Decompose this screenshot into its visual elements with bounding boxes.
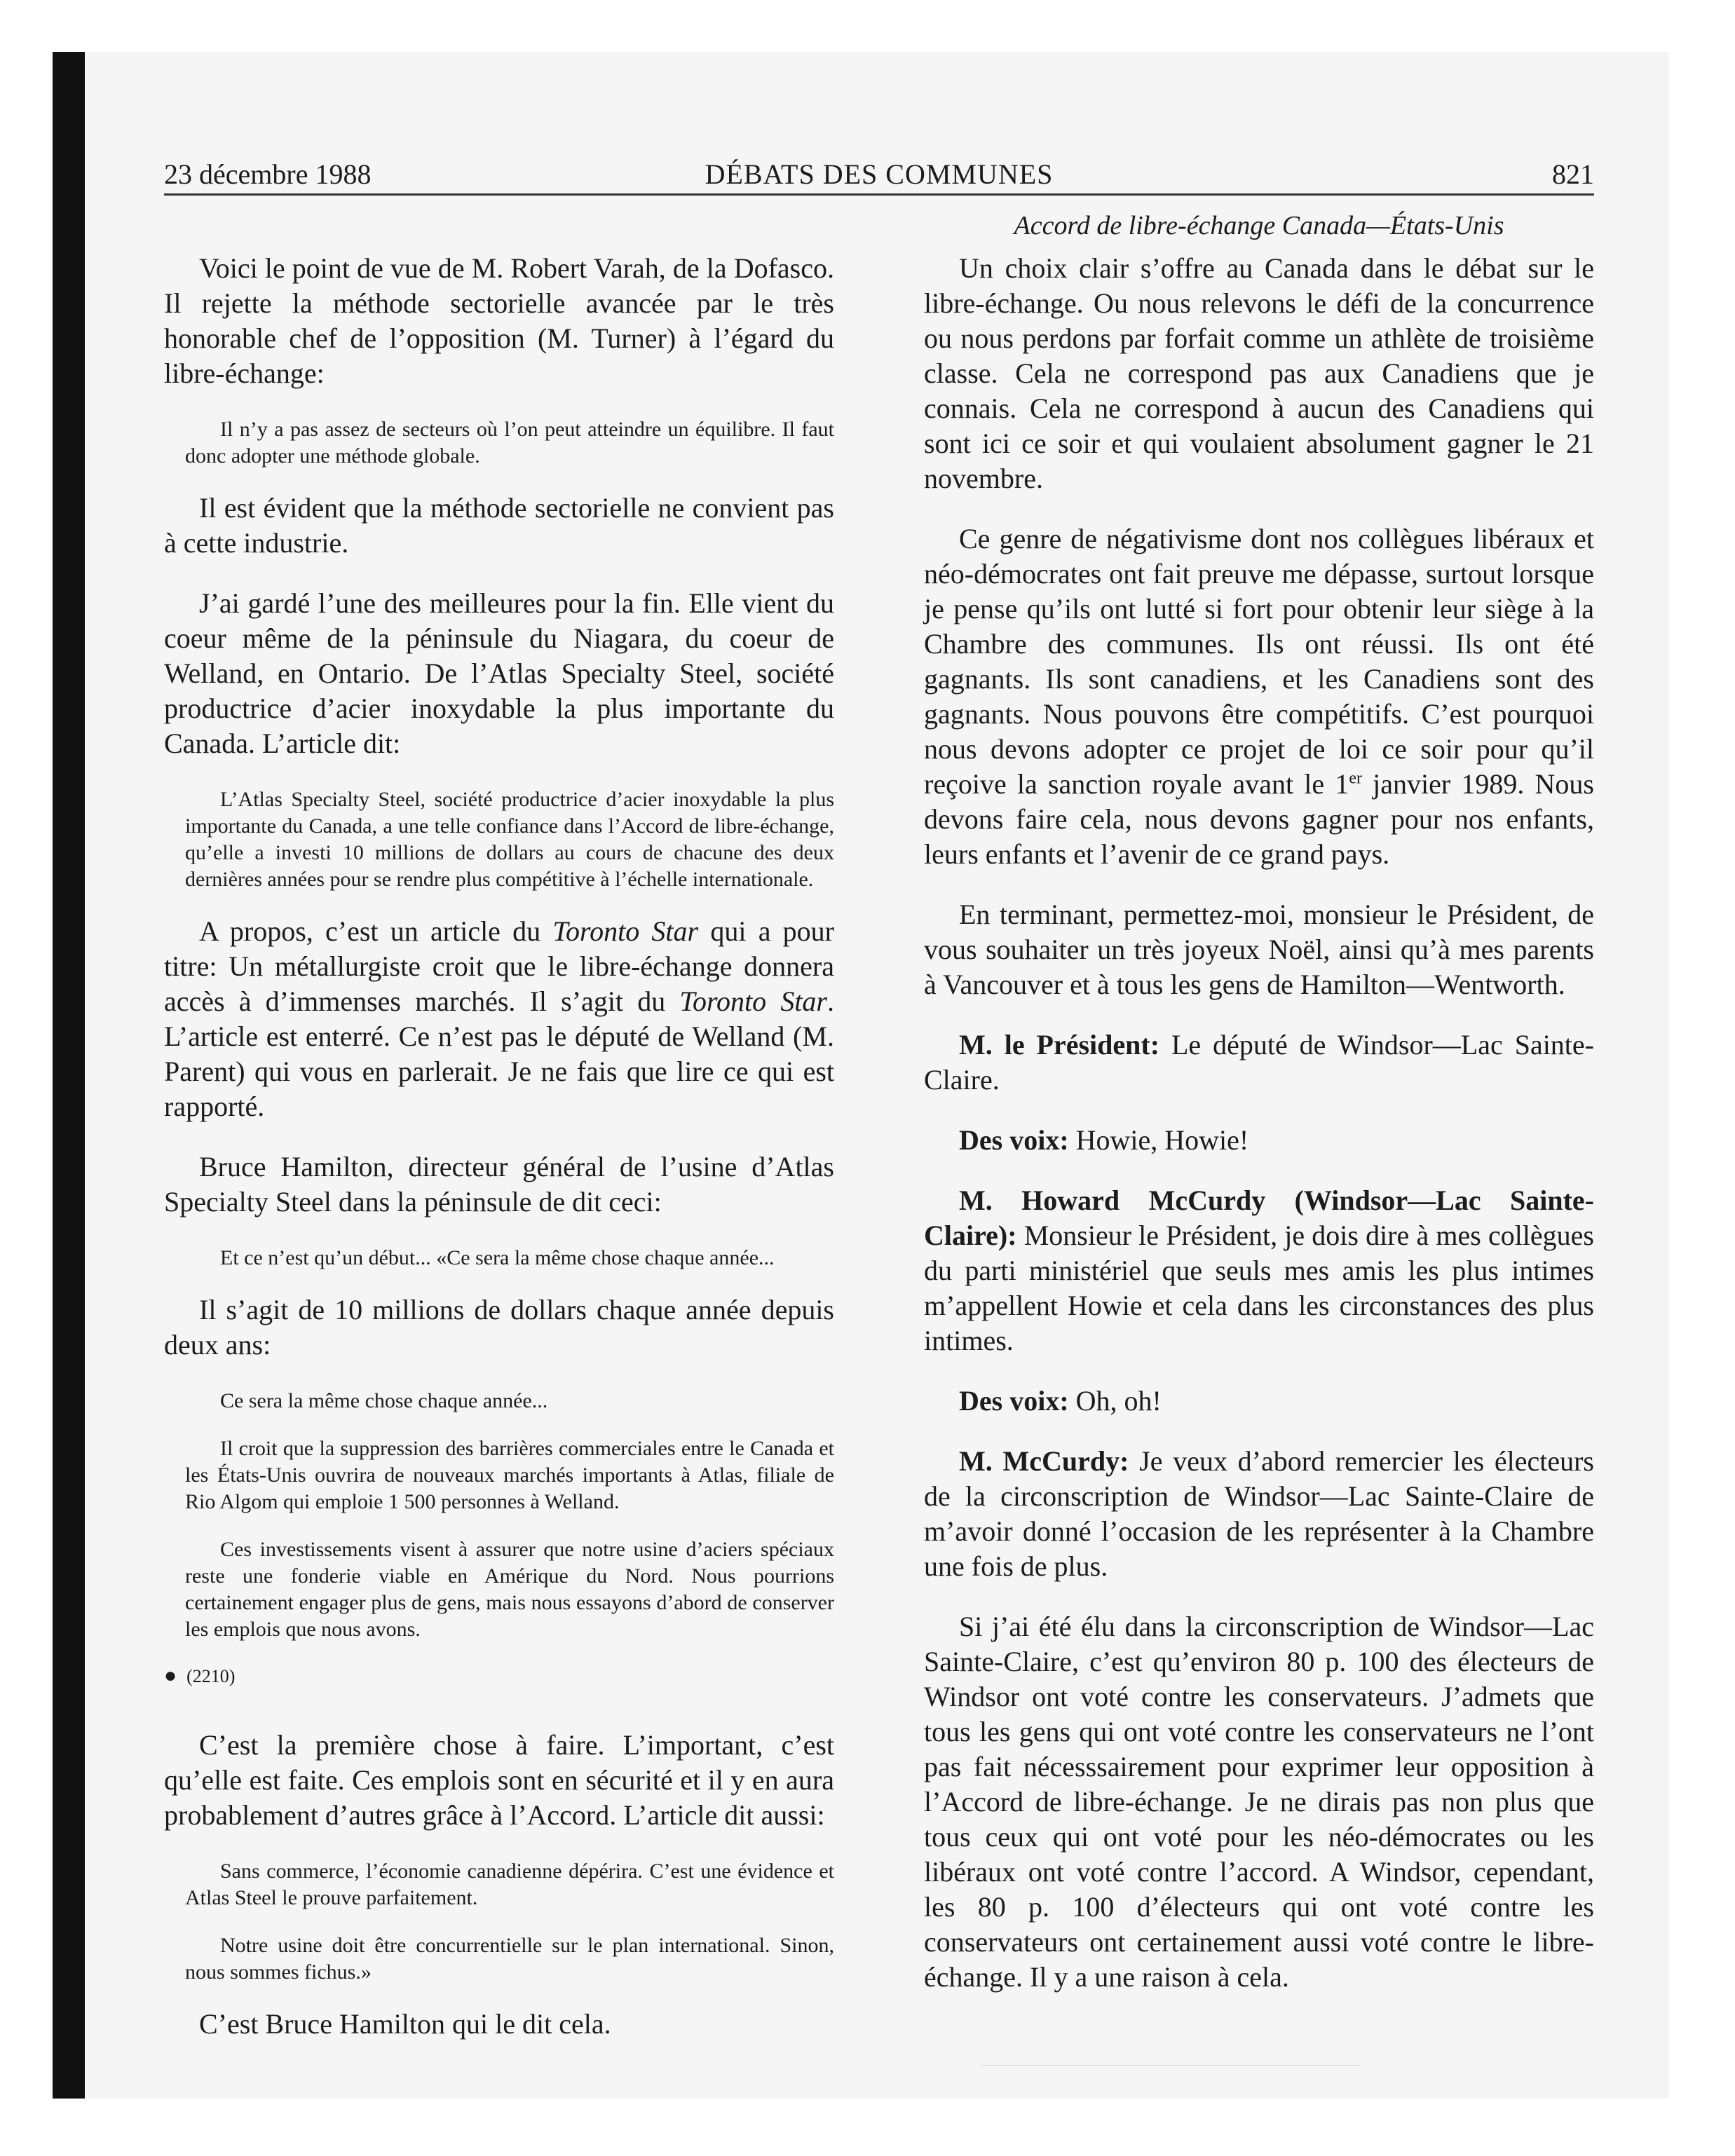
speaker-paragraph [924, 1123, 1594, 1158]
speaker-paragraph [924, 1384, 1594, 1419]
newspaper-title: Toronto Star [552, 915, 699, 947]
speech-text: Howie, Howie! [1068, 1124, 1249, 1156]
running-head [164, 156, 1594, 193]
speaker-paragraph [924, 1028, 1594, 1098]
left-column [164, 251, 834, 2067]
speaker-name: M. le Président: [959, 1029, 1160, 1060]
text-run: Ce genre de négativisme dont nos collègues libéraux et néo-démocrates ont fait preuve me dépasse, surtout lorsque je pense qu’ils ont lutté si fort pour obtenir leur siège à la Chambre des communes. Ils ont réussi. Ils ont été gagnants. Ils sont canadiens, et les Canadiens sont des gagnants. Nous pouvons être compétitifs. C’est pourquoi nous devons adopter ce projet de loi ce soir pour qu’il reçoive la sanction royale avant le 1 [924, 523, 1594, 800]
block-quote: Ces investissements visent à assurer que notre usine d’aciers spéciaux reste une fonderie viable en Amérique du Nord. Nous pourrions certainement engager plus de gens, mais nous essayons d’abord de conserver les emplois que nous avons. [185, 1538, 834, 1641]
time-marker-text: (2210) [186, 1666, 236, 1686]
scan-edge [53, 52, 85, 2099]
block-quote: Il n’y a pas assez de secteurs où l’on peut atteindre un équilibre. Il faut donc adopter une méthode globale. [185, 418, 834, 468]
paragraph: Voici le point de vue de M. Robert Varah, de la Dofasco. Il rejette la méthode sectorielle avancée par le très honorable chef de l’opposition (M. Turner) à l’égard du libre-échange: [164, 252, 834, 389]
footer-rule [981, 2065, 1360, 2066]
paragraph: Si j’ai été élu dans la circonscription de Windsor—Lac Sainte-Claire, c’est qu’environ 80 p. 100 des électeurs de Windsor ont voté contre les conservateurs. J’admets que tous les gens qui ont voté contre les conservateurs ne l’ont pas fait nécesssairement pour exprimer leur opposition à l’Accord de libre-échange. Je ne dirais pas non plus que tous ceux qui ont voté pour les néo-démocrates ou les libéraux ont voté contre l’accord. A Windsor, cependant, les 80 p. 100 d’électeurs qui ont voté contre les conservateurs ont certainement aussi voté contre le libre-échange. Il y a une raison à cela. [924, 1611, 1594, 1993]
speaker-paragraph [924, 1444, 1594, 1584]
block-quote: Et ce n’est qu’un début... «Ce sera la même chose chaque année... [220, 1246, 775, 1269]
paragraph: En terminant, permettez-moi, monsieur le Président, de vous souhaiter un très joyeux Noël, ainsi qu’à mes parents à Vancouver et à tous les gens de Hamilton—Wentworth. [924, 899, 1594, 1000]
speech-text: Oh, oh! [1068, 1385, 1162, 1417]
bullet-icon: ● [164, 1664, 177, 1687]
superscript: er [1349, 769, 1362, 788]
speaker-name: Des voix: [959, 1385, 1069, 1417]
text-run: A propos, c’est un article du [199, 915, 553, 947]
speaker-name: M. McCurdy: [959, 1445, 1129, 1477]
paragraph: J’ai gardé l’une des meilleures pour la fin. Elle vient du coeur même de la péninsule du Niagara, du coeur de Welland, en Ontario. De l’Atlas Specialty Steel, société productrice d’acier inoxydable la plus importante du Canada. L’article dit: [164, 587, 834, 759]
speaker-name: Des voix: [959, 1124, 1069, 1156]
newspaper-title: Toronto Star [679, 985, 827, 1017]
speech-text: Je veux d’abord remercier les électeurs de la circonscription de Windsor—Lac Sainte-Claire de m’avoir donné l’occasion de les représenter à la Chambre une fois de plus. [924, 1445, 1594, 1582]
paragraph [164, 914, 834, 1124]
right-column [924, 251, 1594, 2020]
block-quote: Notre usine doit être concurrentielle sur le plan international. Sinon, nous sommes fichus.» [185, 1934, 834, 1984]
block-quote: Ce sera la même chose chaque année... [220, 1389, 548, 1412]
text-run: . L’article est enterré. Ce n’est pas le député de Welland (M. Parent) qui vous en parlerait. Je ne fais que lire ce qui est rapporté. [164, 985, 834, 1122]
paragraph: C’est la première chose à faire. L’important, c’est qu’elle est faite. Ces emplois sont en sécurité et il y en aura probablement d’autres grâce à l’Accord. L’article dit aussi: [164, 1729, 834, 1831]
block-quote: Sans commerce, l’économie canadienne dépérira. C’est une évidence et Atlas Steel le prouve parfaitement. [185, 1860, 834, 1909]
section-title: Accord de libre-échange Canada—États-Unis [1014, 211, 1504, 240]
header-rule [164, 193, 1594, 196]
block-quote: L’Atlas Specialty Steel, société productrice d’acier inoxydable la plus importante du Canada, a une telle confiance dans l’Accord de libre-échange, qu’elle a investi 10 millions de dollars au cours de chacune des deux dernières années pour se rendre plus compétitive à l’échelle internationale. [185, 788, 834, 891]
header-date: 23 décembre 1988 [164, 158, 372, 190]
paragraph [924, 521, 1594, 872]
paragraph: C’est Bruce Hamilton qui le dit cela. [199, 2008, 611, 2040]
speaker-name: M. Howard McCurdy (Windsor—Lac Sainte-Claire): [924, 1185, 1594, 1251]
block-quote: Il croit que la suppression des barrières commerciales entre le Canada et les États-Unis ouvrira de nouveaux marchés importants à Atlas, filiale de Rio Algom qui emploie 1 500 personnes à Welland. [185, 1437, 834, 1513]
paragraph: Un choix clair s’offre au Canada dans le débat sur le libre-échange. Ou nous relevons le défi de la concurrence ou nous perdons par forfait comme un athlète de troisième classe. Cela ne correspond pas aux Canadiens que je connais. Cela ne correspond à aucun des Canadiens qui sont ici ce soir et qui voulaient absolument gagner le 21 novembre. [924, 252, 1594, 494]
speech-text: Monsieur le Président, je dois dire à mes collègues du parti ministériel que seuls mes amis les plus intimes m’appellent Howie et cela dans les circonstances des plus intimes. [924, 1220, 1594, 1356]
page-number: 821 [1552, 158, 1594, 190]
text-run: qui a pour titre: Un métallurgiste croit que le libre-échange donnera accès à d’immenses marchés. Il s’agit du [164, 915, 835, 1017]
paragraph: Bruce Hamilton, directeur général de l’usine d’Atlas Specialty Steel dans la péninsule de dit ceci: [164, 1151, 834, 1217]
header-title: DÉBATS DES COMMUNES [705, 158, 1054, 190]
paragraph: Il est évident que la méthode sectorielle ne convient pas à cette industrie. [164, 492, 834, 559]
speaker-paragraph [924, 1183, 1594, 1358]
time-marker [164, 1664, 834, 1688]
speech-text: Le député de Windsor—Lac Sainte-Claire. [924, 1029, 1594, 1096]
text-run: janvier 1989. Nous devons faire cela, nous devons gagner pour nos enfants, leurs enfants et l’avenir de ce grand pays. [924, 768, 1595, 870]
paragraph: Il s’agit de 10 millions de dollars chaque année depuis deux ans: [164, 1294, 834, 1360]
